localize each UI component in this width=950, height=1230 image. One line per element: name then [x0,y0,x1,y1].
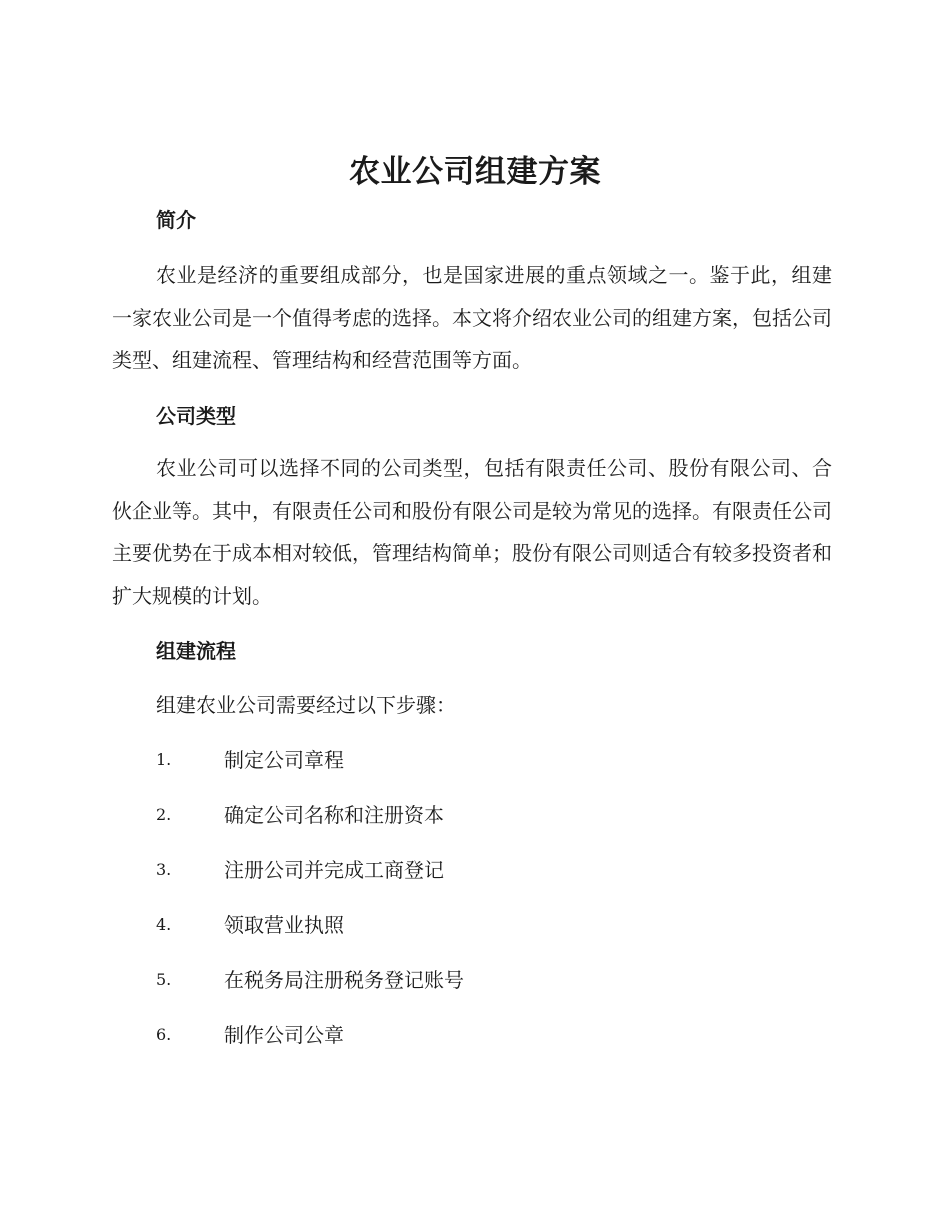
step-text: 确定公司名称和注册资本 [224,803,444,827]
section-heading-process: 组建流程 [156,639,236,663]
section-heading-intro: 简介 [156,208,196,232]
step-number: 4. [156,915,172,934]
section-paragraph-company-type: 农业公司可以选择不同的公司类型，包括有限责任公司、股份有限公司、合伙企业等。其中，有限责任公司和股份有限公司是较为常见的选择。有限责任公司主要优势在于成本相对较低，管理结构简单；股份有限公司则适合有较多投资者和扩大规模的计划。 [112,456,832,608]
step-text: 领取营业执照 [224,913,344,937]
document-title: 农业公司组建方案 [349,154,601,190]
step-text: 制作公司公章 [224,1023,344,1047]
step-number: 3. [156,860,172,879]
step-text: 在税务局注册税务登记账号 [224,968,464,992]
section-paragraph-intro: 农业是经济的重要组成部分，也是国家进展的重点领域之一。鉴于此，组建一家农业公司是一个值得考虑的选择。本文将介绍农业公司的组建方案，包括公司类型、组建流程、管理结构和经营范围等方面。 [112,263,832,372]
step-number: 5. [156,970,172,989]
step-number: 1. [156,750,172,769]
step-text: 制定公司章程 [224,748,344,772]
step-text: 注册公司并完成工商登记 [224,858,444,882]
step-number: 6. [156,1025,172,1044]
section-heading-company-type: 公司类型 [156,404,236,428]
step-number: 2. [156,805,172,824]
process-intro: 组建农业公司需要经过以下步骤： [156,693,456,717]
